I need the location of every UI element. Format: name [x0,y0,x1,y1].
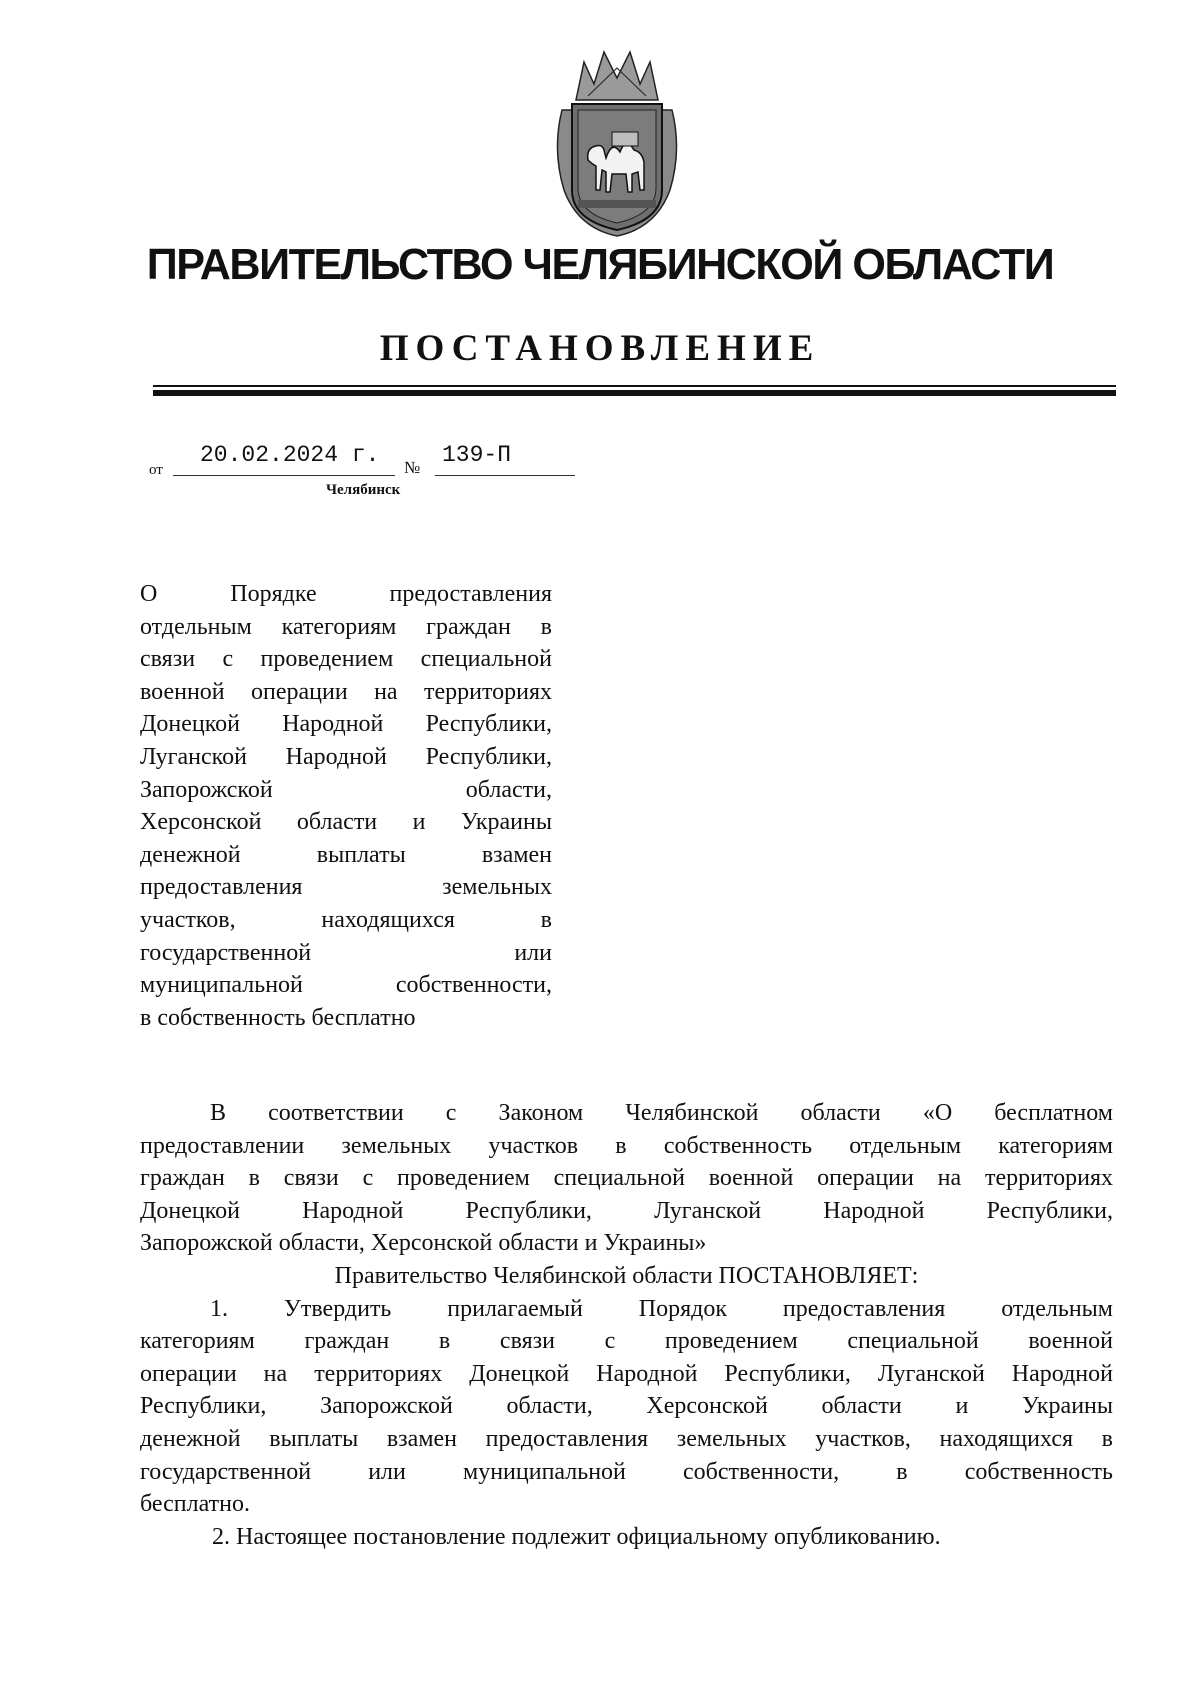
preamble-line: Донецкой Народной Республики, Луганской Народной Республики, [140,1197,1113,1224]
subject-line: государственной или [140,939,552,966]
subject-line: денежной выплаты взамен [140,841,552,868]
document-number: 139-П [442,442,512,468]
document-body [140,1097,1113,1553]
item1-line: денежной выплаты взамен предоставления земельных участков, находящихся в [140,1425,1113,1452]
subject-line: Донецкой Народной Республики, [140,711,552,738]
preamble-line: граждан в связи с проведением специальной военной операции на территориях [140,1165,1113,1192]
subject-line: О Порядке предоставления [140,581,552,607]
item1-line: категориям граждан в связи с проведением специальной военной [140,1328,1113,1355]
number-prefix: № [404,458,421,477]
subject-line: муниципальной собственности, [140,972,552,999]
preamble-line: Запорожской области, Херсонской области и Украины» [140,1230,707,1257]
subject-line: Запорожской области, [140,776,552,803]
date-prefix: от [149,462,163,478]
header-rule-thin [153,385,1116,387]
header-rule-thick [153,390,1116,396]
subject-line: Луганской Народной Республики, [140,743,552,770]
coat-of-arms-icon [548,40,686,240]
item1-line: Республики, Запорожской области, Херсонской области и Украины [140,1393,1113,1420]
subject-line: участков, находящихся в [140,906,552,933]
subject-line: отдельным категориям граждан в [140,613,552,640]
preamble-line: предоставлении земельных участков в собственность отдельным категориям [140,1132,1113,1159]
subject-line: связи с проведением специальной [140,646,552,673]
document-subject [140,578,552,1034]
date-underline [173,475,395,476]
item1-line: операции на территориях Донецкой Народной Республики, Луганской Народной [140,1360,1113,1387]
number-underline [435,475,575,476]
subject-line: в собственность бесплатно [140,1004,416,1031]
item1-line: государственной или муниципальной собственности, в собственность [140,1458,1113,1485]
subject-line: предоставления земельных [140,874,552,901]
document-city: Челябинск [326,482,401,498]
item1-line: 1. Утвердить прилагаемый Порядок предоставления отдельным [210,1295,1113,1322]
document-type: ПОСТАНОВЛЕНИЕ [379,328,821,369]
subject-line: Херсонской области и Украины [140,809,552,836]
item1-line: бесплатно. [140,1491,250,1518]
item2-paragraph: 2. Настоящее постановление подлежит официальному опубликованию. [212,1523,941,1550]
preamble-line: В соответствии с Законом Челябинской области «О бесплатном [210,1100,1113,1126]
document-date: 20.02.2024 г. [200,442,380,468]
resolves-statement: Правительство Челябинской области ПОСТАНОВЛЯЕТ: [334,1262,919,1289]
subject-line: военной операции на территориях [140,678,552,705]
organization-title: ПРАВИТЕЛЬСТВО ЧЕЛЯБИНСКОЙ ОБЛАСТИ [146,240,1054,289]
